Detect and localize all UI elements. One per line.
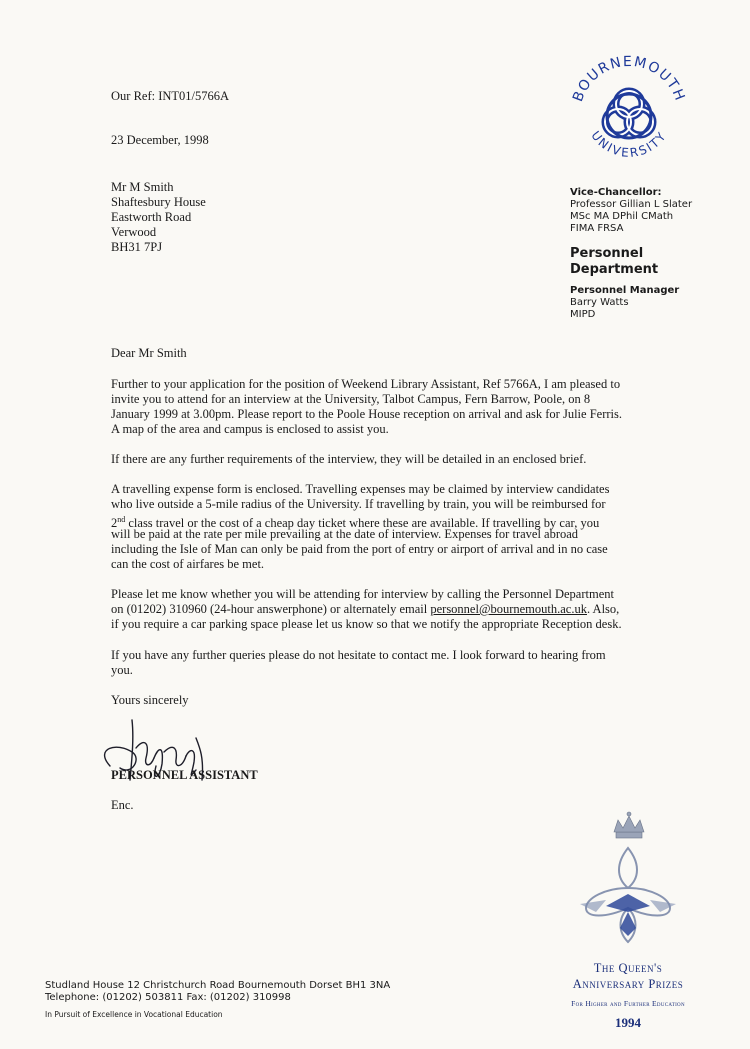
text-line: will be paid at the rate per mile prevailing at the date of interview. Expenses for travel abroad	[111, 527, 579, 541]
text-line: If you have any further queries please do not hesitate to contact me. I look forward to hearing from	[111, 648, 606, 662]
text-line: you.	[111, 663, 133, 677]
vc-line: MSc MA DPhil CMath	[570, 211, 674, 222]
department-line: Department	[570, 262, 659, 277]
letter-date: 23 December, 1998	[111, 133, 209, 147]
enclosure-note: Enc.	[111, 798, 134, 812]
text-fragment: on (01202) 310960 (24-hour answerphone) or alternately email	[111, 602, 431, 616]
department-name	[570, 246, 658, 278]
paragraph-further-queries	[111, 648, 636, 678]
svg-text:UNIVERSITY: UNIVERSITY	[588, 128, 670, 160]
footer-motto: In Pursuit of Excellence in Vocational Education	[45, 1010, 223, 1019]
text-line	[111, 512, 636, 531]
queens-anniversary-prize-emblem	[566, 808, 690, 948]
text-line: If there are any further requirements of the interview, they will be detailed in an enclosed brief.	[111, 452, 587, 466]
text-line	[111, 602, 636, 617]
text-line: if you require a car parking space please let us know so that we notify the appropriate Reception desk.	[111, 617, 622, 631]
address-line: Verwood	[111, 225, 157, 239]
manager-line: MIPD	[570, 309, 596, 320]
paragraph-interview-invitation	[111, 377, 636, 437]
footer-telephone-line: Telephone: (01202) 503811 Fax: (01202) 310998	[45, 992, 291, 1003]
paragraph-travel-expenses	[111, 482, 636, 572]
personnel-manager-block	[570, 285, 679, 321]
manager-heading: Personnel Manager	[570, 285, 680, 296]
footer-address	[45, 980, 390, 1004]
recipient-address	[111, 180, 206, 255]
text-line: Please let me know whether you will be attending for interview by calling the Personnel Department	[111, 587, 614, 601]
address-line: Mr M Smith	[111, 180, 174, 194]
address-line: Shaftesbury House	[111, 195, 206, 209]
text-line: A map of the area and campus is enclosed to assist you.	[111, 422, 389, 436]
text-line: Further to your application for the position of Weekend Library Assistant, Ref 5766A, I am pleased to	[111, 377, 621, 391]
ordinal-number: 2	[111, 516, 118, 531]
vc-line: Professor Gillian L Slater	[570, 199, 693, 210]
address-line: Eastworth Road	[111, 210, 192, 224]
svg-text:BOURNEMOUTH: BOURNEMOUTH	[570, 53, 688, 104]
email-link[interactable]: personnel@bournemouth.ac.uk	[430, 602, 587, 616]
bournemouth-university-logo	[566, 52, 692, 178]
salutation: Dear Mr Smith	[111, 346, 187, 360]
text-line: including the Isle of Man can only be paid from the port of entry or airport of arrival and in no case	[111, 542, 608, 556]
queens-prize-year: 1994	[615, 1015, 641, 1030]
queens-prize-subtitle: For Higher and Further Education	[571, 999, 685, 1008]
vc-line: FIMA FRSA	[570, 223, 624, 234]
closing: Yours sincerely	[111, 693, 189, 707]
vice-chancellor-block	[570, 187, 692, 235]
text-fragment: class travel or the cost of a cheap day ticket where these are available. If travelling by car, you	[125, 516, 600, 531]
department-line: Personnel	[570, 246, 644, 261]
vc-heading: Vice-Chancellor:	[570, 187, 662, 198]
paragraph-contact	[111, 587, 636, 632]
footer-address-line: Studland House 12 Christchurch Road Bournemouth Dorset BH1 3NA	[45, 980, 391, 991]
prize-title-line: Anniversary Prizes	[572, 977, 684, 991]
text-line: A travelling expense form is enclosed. Travelling expenses may be claimed by interview candidates	[111, 482, 610, 496]
text-fragment: . Also,	[586, 602, 620, 616]
paragraph-requirements	[111, 452, 636, 467]
text-line: can the cost of airfares be met.	[111, 557, 265, 571]
text-line: who live outside a 5-mile radius of the University. If travelling by train, you will be reimbursed for	[111, 497, 606, 511]
text-line: January 1999 at 3.00pm. Please report to the Poole House reception on arrival and ask for Julie Ferris.	[111, 407, 622, 421]
ordinal-suffix: nd	[117, 515, 126, 524]
manager-line: Barry Watts	[570, 297, 629, 308]
prize-title-line: The Queen's	[593, 961, 663, 975]
queens-prize-title	[560, 960, 696, 992]
text-line: invite you to attend for an interview at the University, Talbot Campus, Fern Barrow, Poole, on 8	[111, 392, 591, 406]
our-reference: Our Ref: INT01/5766A	[111, 89, 230, 103]
address-line: BH31 7PJ	[111, 240, 163, 254]
signatory-title: PERSONNEL ASSISTANT	[111, 768, 258, 782]
